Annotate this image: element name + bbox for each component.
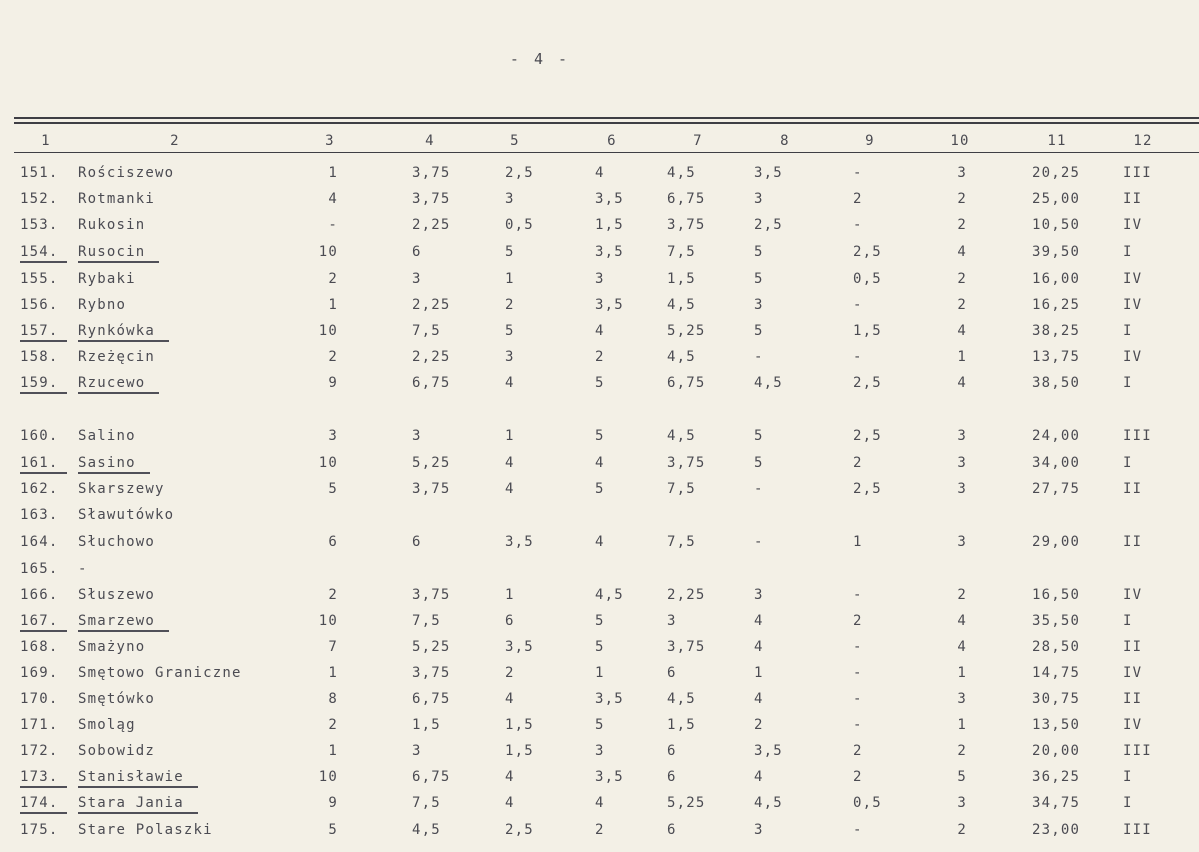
col-10-cell: 1 [957,349,967,365]
col-3-cell: 4 [328,191,338,207]
col-3-cell: 5 [328,481,338,497]
col-12-cell: II [1123,191,1143,207]
col-4-cell: 4,5 [412,822,441,838]
col-7-cell: 4,5 [667,165,696,181]
row-number: 157. [20,322,67,342]
col-6-cell: 3,5 [595,769,624,785]
col-9-cell: - [853,587,863,603]
place-name: Sobowidz [78,743,156,759]
col-6-cell: 3,5 [595,691,624,707]
col-8-cell: 5 [754,323,764,339]
col-10-cell: 3 [957,165,967,181]
col-11-cell: 16,25 [1032,297,1081,313]
col-4-cell: 3 [412,271,422,287]
row-number: 168. [20,639,59,655]
col-9-cell: 1 [853,534,863,550]
column-header-8: 8 [780,133,790,149]
col-8-cell: 3 [754,297,764,313]
place-name: Rościszewo [78,165,175,181]
col-6-cell: 5 [595,717,605,733]
col-4-cell: 6 [412,534,422,550]
row-number: 175. [20,822,59,838]
col-4-cell: 6 [412,244,422,260]
col-3-cell: 7 [328,639,338,655]
row-number: 152. [20,191,59,207]
col-12-cell: II [1123,691,1143,707]
row-number: 164. [20,534,59,550]
place-name: Słuszewo [78,587,156,603]
col-12-cell: I [1123,795,1133,811]
col-7-cell: 6 [667,822,677,838]
col-12-cell: I [1123,613,1133,629]
col-5-cell: 4 [505,481,515,497]
col-8-cell: - [754,349,764,365]
col-3-cell: 9 [328,375,338,391]
col-10-cell: 4 [957,639,967,655]
col-5-cell: 4 [505,375,515,391]
col-11-cell: 16,00 [1032,271,1081,287]
col-4-cell: 7,5 [412,323,441,339]
col-6-cell: 3 [595,743,605,759]
col-6-cell: 2 [595,349,605,365]
place-name: Słuchowo [78,534,156,550]
col-9-cell: 2,5 [853,375,882,391]
col-9-cell: - [853,349,863,365]
col-4-cell: 6,75 [412,375,451,391]
col-5-cell: 2 [505,665,515,681]
col-3-cell: 1 [328,665,338,681]
place-name: Rzucewo [78,374,159,394]
col-10-cell: 4 [957,323,967,339]
col-12-cell: II [1123,639,1143,655]
col-12-cell: IV [1123,271,1143,287]
col-8-cell: - [754,481,764,497]
place-name: Rusocin [78,243,159,263]
col-7-cell: 4,5 [667,297,696,313]
col-7-cell: 3,75 [667,217,706,233]
col-12-cell: I [1123,244,1133,260]
col-3-cell: 1 [328,165,338,181]
col-12-cell: IV [1123,349,1143,365]
col-9-cell: 0,5 [853,271,882,287]
row-number: 170. [20,691,59,707]
row-number: 154. [20,243,67,263]
col-3-cell: 1 [328,297,338,313]
row-number: 172. [20,743,59,759]
col-7-cell: 6 [667,743,677,759]
col-9-cell: - [853,822,863,838]
col-8-cell: 3 [754,191,764,207]
col-5-cell: 5 [505,244,515,260]
col-10-cell: 2 [957,297,967,313]
header-bottom-rule [14,152,1199,153]
col-6-cell: 1,5 [595,217,624,233]
column-header-12: 12 [1133,133,1153,149]
place-name: Rukosin [78,217,146,233]
col-6-cell: 4 [595,165,605,181]
row-number: 159. [20,374,67,394]
col-6-cell: 5 [595,375,605,391]
col-8-cell: - [754,534,764,550]
col-8-cell: 3,5 [754,165,783,181]
col-7-cell: 7,5 [667,481,696,497]
col-11-cell: 20,25 [1032,165,1081,181]
col-12-cell: I [1123,323,1133,339]
col-6-cell: 2 [595,822,605,838]
col-7-cell: 5,25 [667,323,706,339]
row-number: 161. [20,454,67,474]
col-4-cell: 3 [412,743,422,759]
col-11-cell: 35,50 [1032,613,1081,629]
row-number: 169. [20,665,59,681]
col-4-cell: 3,75 [412,587,451,603]
col-11-cell: 10,50 [1032,217,1081,233]
col-10-cell: 1 [957,665,967,681]
col-10-cell: 3 [957,455,967,471]
col-9-cell: 2 [853,743,863,759]
col-8-cell: 5 [754,271,764,287]
col-8-cell: 5 [754,428,764,444]
row-number: 151. [20,165,59,181]
col-6-cell: 5 [595,428,605,444]
column-header-1: 1 [41,133,51,149]
col-5-cell: 1 [505,271,515,287]
col-10-cell: 1 [957,717,967,733]
col-7-cell: 6 [667,665,677,681]
col-10-cell: 4 [957,375,967,391]
col-7-cell: 3 [667,613,677,629]
col-9-cell: 2 [853,769,863,785]
col-9-cell: 2 [853,613,863,629]
row-number: 174. [20,794,67,814]
column-header-11: 11 [1047,133,1067,149]
place-name: Rynkówka [78,322,169,342]
row-number: 155. [20,271,59,287]
col-6-cell: 3,5 [595,297,624,313]
col-9-cell: 2,5 [853,428,882,444]
col-4-cell: 2,25 [412,349,451,365]
place-name: Smętowo Graniczne [78,665,242,681]
col-12-cell: I [1123,769,1133,785]
col-11-cell: 29,00 [1032,534,1081,550]
col-7-cell: 4,5 [667,428,696,444]
col-3-cell: 3 [328,428,338,444]
col-9-cell: - [853,691,863,707]
col-9-cell: - [853,217,863,233]
place-name: Rybaki [78,271,136,287]
place-name: Smażyno [78,639,146,655]
col-3-cell: 2 [328,349,338,365]
col-9-cell: - [853,297,863,313]
col-4-cell: 3,75 [412,191,451,207]
col-11-cell: 30,75 [1032,691,1081,707]
col-11-cell: 27,75 [1032,481,1081,497]
col-10-cell: 3 [957,795,967,811]
column-header-4: 4 [425,133,435,149]
row-number: 162. [20,481,59,497]
col-8-cell: 4 [754,691,764,707]
col-3-cell: 9 [328,795,338,811]
col-8-cell: 3 [754,822,764,838]
col-3-cell: - [328,217,338,233]
col-6-cell: 4 [595,534,605,550]
col-6-cell: 5 [595,613,605,629]
col-6-cell: 5 [595,639,605,655]
col-8-cell: 5 [754,455,764,471]
col-12-cell: II [1123,481,1143,497]
col-3-cell: 1 [328,743,338,759]
col-5-cell: 4 [505,769,515,785]
col-6-cell: 4 [595,455,605,471]
col-5-cell: 3,5 [505,534,534,550]
row-number: 167. [20,612,67,632]
column-header-3: 3 [325,133,335,149]
col-12-cell: III [1123,428,1152,444]
table-top-rule [14,117,1199,119]
col-11-cell: 34,75 [1032,795,1081,811]
col-11-cell: 39,50 [1032,244,1081,260]
col-3-cell: 10 [318,244,338,260]
col-7-cell: 5,25 [667,795,706,811]
col-3-cell: 10 [318,613,338,629]
col-5-cell: 5 [505,323,515,339]
col-3-cell: 6 [328,534,338,550]
row-number: 160. [20,428,59,444]
page-number: - 4 - [509,50,571,68]
col-4-cell: 6,75 [412,691,451,707]
col-7-cell: 4,5 [667,691,696,707]
col-12-cell: IV [1123,717,1143,733]
col-10-cell: 2 [957,587,967,603]
col-10-cell: 5 [957,769,967,785]
col-12-cell: IV [1123,217,1143,233]
col-6-cell: 4 [595,795,605,811]
col-8-cell: 4 [754,769,764,785]
col-4-cell: 5,25 [412,639,451,655]
col-11-cell: 36,25 [1032,769,1081,785]
col-6-cell: 3,5 [595,191,624,207]
row-number: 171. [20,717,59,733]
col-7-cell: 6 [667,769,677,785]
col-12-cell: II [1123,534,1143,550]
col-11-cell: 23,00 [1032,822,1081,838]
col-11-cell: 20,00 [1032,743,1081,759]
col-7-cell: 7,5 [667,534,696,550]
col-10-cell: 2 [957,191,967,207]
place-name: Sławutówko [78,507,175,523]
col-12-cell: III [1123,165,1152,181]
col-4-cell: 3,75 [412,665,451,681]
col-3-cell: 10 [318,455,338,471]
col-4-cell: 1,5 [412,717,441,733]
col-9-cell: 2 [853,455,863,471]
col-8-cell: 2 [754,717,764,733]
place-name: Rybno [78,297,127,313]
col-11-cell: 13,75 [1032,349,1081,365]
col-4-cell: 5,25 [412,455,451,471]
col-7-cell: 1,5 [667,717,696,733]
col-12-cell: I [1123,375,1133,391]
col-9-cell: - [853,165,863,181]
col-5-cell: 1,5 [505,743,534,759]
col-5-cell: 0,5 [505,217,534,233]
col-11-cell: 24,00 [1032,428,1081,444]
col-11-cell: 14,75 [1032,665,1081,681]
col-11-cell: 16,50 [1032,587,1081,603]
row-number: 156. [20,297,59,313]
col-4-cell: 3,75 [412,165,451,181]
col-7-cell: 3,75 [667,455,706,471]
place-name: Salino [78,428,136,444]
col-8-cell: 3,5 [754,743,783,759]
col-8-cell: 5 [754,244,764,260]
col-12-cell: IV [1123,665,1143,681]
col-9-cell: 2,5 [853,244,882,260]
col-10-cell: 2 [957,822,967,838]
col-5-cell: 4 [505,691,515,707]
col-12-cell: III [1123,822,1152,838]
place-name: Stara Jania [78,794,198,814]
col-11-cell: 13,50 [1032,717,1081,733]
place-name: - [78,561,88,577]
col-12-cell: I [1123,455,1133,471]
col-7-cell: 1,5 [667,271,696,287]
col-3-cell: 2 [328,271,338,287]
col-10-cell: 4 [957,244,967,260]
place-name: Rzeżęcin [78,349,156,365]
row-number: 166. [20,587,59,603]
col-9-cell: - [853,639,863,655]
col-3-cell: 2 [328,717,338,733]
col-9-cell: 0,5 [853,795,882,811]
place-name: Rotmanki [78,191,156,207]
col-11-cell: 28,50 [1032,639,1081,655]
place-name: Smarzewo [78,612,169,632]
col-7-cell: 6,75 [667,375,706,391]
col-10-cell: 3 [957,481,967,497]
col-9-cell: - [853,717,863,733]
col-5-cell: 2 [505,297,515,313]
column-header-5: 5 [510,133,520,149]
col-8-cell: 4,5 [754,795,783,811]
col-8-cell: 3 [754,587,764,603]
place-name: Stare Polaszki [78,822,213,838]
col-4-cell: 6,75 [412,769,451,785]
col-5-cell: 6 [505,613,515,629]
column-header-6: 6 [607,133,617,149]
col-10-cell: 3 [957,691,967,707]
row-number: 173. [20,768,67,788]
col-11-cell: 25,00 [1032,191,1081,207]
col-9-cell: 1,5 [853,323,882,339]
col-9-cell: 2 [853,191,863,207]
col-8-cell: 4,5 [754,375,783,391]
col-11-cell: 34,00 [1032,455,1081,471]
col-6-cell: 1 [595,665,605,681]
col-5-cell: 3 [505,349,515,365]
place-name: Sasino [78,454,150,474]
col-4-cell: 3,75 [412,481,451,497]
col-4-cell: 7,5 [412,613,441,629]
place-name: Stanisławie [78,768,198,788]
col-4-cell: 3 [412,428,422,444]
col-5-cell: 2,5 [505,165,534,181]
row-number: 158. [20,349,59,365]
col-5-cell: 1 [505,428,515,444]
col-6-cell: 5 [595,481,605,497]
col-6-cell: 3 [595,271,605,287]
col-8-cell: 4 [754,639,764,655]
place-name: Smoląg [78,717,136,733]
col-8-cell: 2,5 [754,217,783,233]
column-header-2: 2 [170,133,180,149]
col-10-cell: 3 [957,428,967,444]
col-5-cell: 4 [505,455,515,471]
col-6-cell: 3,5 [595,244,624,260]
place-name: Skarszewy [78,481,165,497]
col-5-cell: 3 [505,191,515,207]
col-7-cell: 4,5 [667,349,696,365]
row-number: 163. [20,507,59,523]
col-10-cell: 3 [957,534,967,550]
col-7-cell: 7,5 [667,244,696,260]
col-7-cell: 2,25 [667,587,706,603]
col-7-cell: 6,75 [667,191,706,207]
col-3-cell: 2 [328,587,338,603]
col-10-cell: 4 [957,613,967,629]
table-top-rule-double [14,122,1199,124]
col-6-cell: 4 [595,323,605,339]
col-4-cell: 2,25 [412,217,451,233]
column-header-9: 9 [865,133,875,149]
column-header-7: 7 [693,133,703,149]
col-3-cell: 10 [318,769,338,785]
col-10-cell: 2 [957,271,967,287]
col-3-cell: 5 [328,822,338,838]
col-9-cell: 2,5 [853,481,882,497]
col-5-cell: 1,5 [505,717,534,733]
col-3-cell: 8 [328,691,338,707]
col-5-cell: 4 [505,795,515,811]
col-10-cell: 2 [957,217,967,233]
column-header-10: 10 [950,133,970,149]
col-12-cell: IV [1123,297,1143,313]
col-12-cell: III [1123,743,1152,759]
col-11-cell: 38,25 [1032,323,1081,339]
col-3-cell: 10 [318,323,338,339]
row-number: 165. [20,561,59,577]
col-4-cell: 2,25 [412,297,451,313]
col-12-cell: IV [1123,587,1143,603]
col-4-cell: 7,5 [412,795,441,811]
col-5-cell: 1 [505,587,515,603]
col-8-cell: 1 [754,665,764,681]
col-7-cell: 3,75 [667,639,706,655]
col-10-cell: 2 [957,743,967,759]
col-8-cell: 4 [754,613,764,629]
col-5-cell: 3,5 [505,639,534,655]
col-6-cell: 4,5 [595,587,624,603]
row-number: 153. [20,217,59,233]
col-5-cell: 2,5 [505,822,534,838]
place-name: Smętówko [78,691,156,707]
col-9-cell: - [853,665,863,681]
col-11-cell: 38,50 [1032,375,1081,391]
